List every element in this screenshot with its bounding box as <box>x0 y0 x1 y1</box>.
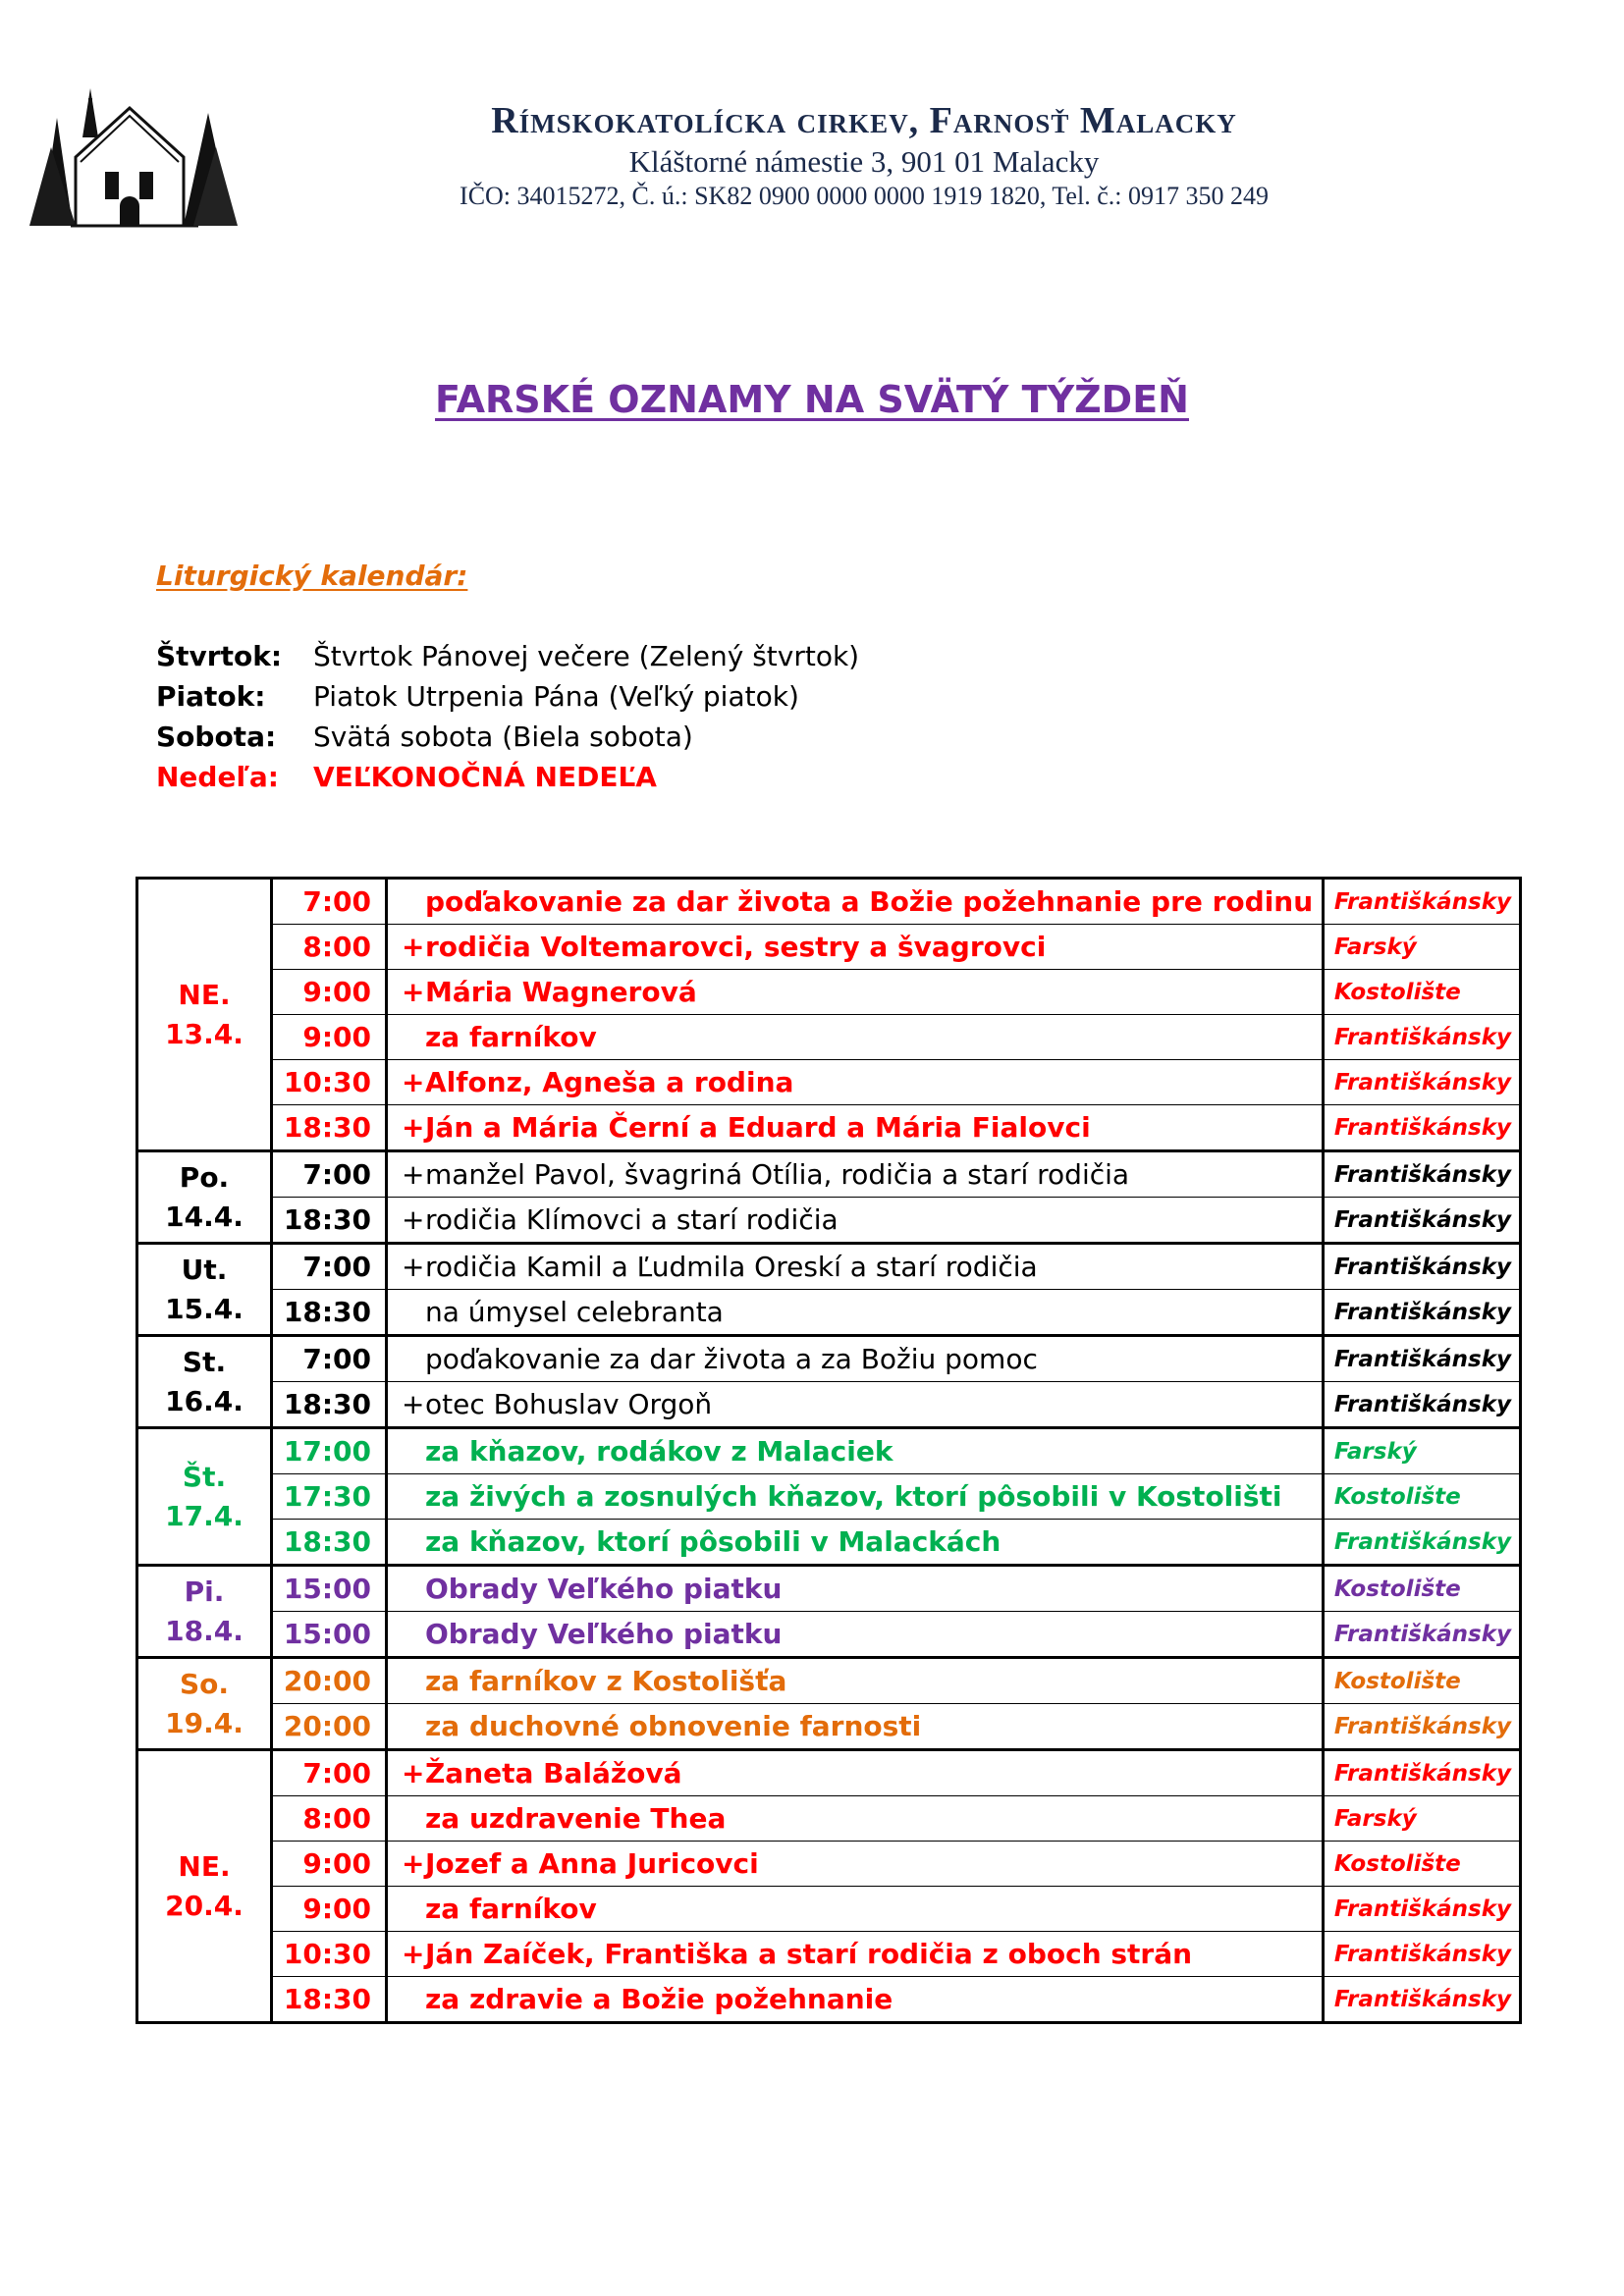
church-location: Františkánsky <box>1323 1105 1520 1151</box>
day-abbrev: NE. <box>178 1849 231 1883</box>
intention-text: Obrady Veľkého piatku <box>425 1618 783 1650</box>
church-location: Františkánsky <box>1323 1704 1520 1750</box>
schedule-row <box>137 1932 1521 1977</box>
mass-time: 10:30 <box>272 1060 387 1105</box>
deceased-mark: + <box>402 1757 425 1789</box>
mass-time: 17:30 <box>272 1474 387 1520</box>
day-date: 19.4. <box>165 1706 244 1739</box>
deceased-mark: + <box>402 931 425 963</box>
day-abbrev: St. <box>182 1345 227 1378</box>
mass-time: 7:00 <box>272 1151 387 1198</box>
mass-intention <box>387 1842 1324 1887</box>
schedule-row <box>137 1887 1521 1932</box>
church-location: Kostolište <box>1323 1842 1520 1887</box>
mass-intention <box>387 1977 1324 2023</box>
church-location: Františkánsky <box>1323 1336 1520 1382</box>
intention-text: na úmysel celebranta <box>425 1296 724 1328</box>
intention-text: rodičia Voltemarovci, sestry a švagrovci <box>425 931 1047 963</box>
mass-intention <box>387 970 1324 1015</box>
church-location: Františkánsky <box>1323 1151 1520 1198</box>
church-location: Kostolište <box>1323 1658 1520 1704</box>
mass-time: 17:00 <box>272 1428 387 1474</box>
intention-text: za farníkov <box>425 1021 597 1053</box>
schedule-row <box>137 1977 1521 2023</box>
mass-intention <box>387 1244 1324 1290</box>
schedule-row <box>137 1704 1521 1750</box>
mass-time: 9:00 <box>272 1015 387 1060</box>
calendar-day: Piatok: <box>156 680 266 713</box>
mass-intention <box>387 1290 1324 1336</box>
day-abbrev: So. <box>179 1667 230 1700</box>
mass-intention <box>387 1520 1324 1566</box>
schedule-row <box>137 1382 1521 1428</box>
mass-time: 9:00 <box>272 970 387 1015</box>
schedule-row <box>137 1198 1521 1244</box>
church-location: Farský <box>1323 925 1520 970</box>
mass-time: 15:00 <box>272 1566 387 1612</box>
mass-intention <box>387 1658 1324 1704</box>
church-location: Františkánsky <box>1323 1290 1520 1336</box>
calendar-feast: VEĽKONOČNÁ NEDEĽA <box>313 761 657 793</box>
church-location: Farský <box>1323 1428 1520 1474</box>
schedule-row <box>137 1015 1521 1060</box>
church-location: Kostolište <box>1323 1474 1520 1520</box>
parish-identifiers: IČO: 34015272, Č. ú.: SK82 0900 0000 0000 1919 1820, Tel. č.: 0917 350 249 <box>460 182 1269 210</box>
church-location: Františkánsky <box>1323 1887 1520 1932</box>
parish-address: Kláštorné námestie 3, 901 01 Malacky <box>628 144 1100 179</box>
day-cell <box>137 1428 272 1566</box>
intention-text: za uzdravenie Thea <box>425 1802 727 1835</box>
calendar-feast: Štvrtok Pánovej večere (Zelený štvrtok) <box>313 640 860 672</box>
intention-text: Mária Wagnerová <box>425 976 697 1008</box>
church-location: Františkánsky <box>1323 879 1520 925</box>
intention-text: za kňazov, ktorí pôsobili v Malackách <box>425 1525 1001 1558</box>
schedule-row <box>137 879 1521 925</box>
intention-text: Jozef a Anna Juricovci <box>425 1847 759 1880</box>
calendar-day: Nedeľa: <box>156 761 279 793</box>
intention-text: manžel Pavol, švagriná Otília, rodičia a starí rodičia <box>425 1158 1130 1191</box>
deceased-mark: + <box>402 1158 425 1191</box>
day-abbrev: Pi. <box>184 1575 225 1608</box>
church-location: Kostolište <box>1323 970 1520 1015</box>
mass-intention <box>387 1474 1324 1520</box>
day-cell <box>137 1244 272 1336</box>
church-logo-icon <box>22 79 238 236</box>
day-date: 17.4. <box>165 1499 244 1532</box>
mass-time: 18:30 <box>272 1977 387 2023</box>
schedule-row <box>137 1105 1521 1151</box>
day-cell <box>137 1750 272 2023</box>
schedule-row <box>137 1750 1521 1796</box>
mass-intention <box>387 1336 1324 1382</box>
mass-intention <box>387 1382 1324 1428</box>
calendar-heading: Liturgický kalendár: <box>156 560 468 592</box>
mass-time: 20:00 <box>272 1658 387 1704</box>
schedule-row <box>137 1290 1521 1336</box>
intention-text: rodičia Klímovci a starí rodičia <box>425 1203 839 1236</box>
mass-intention <box>387 1105 1324 1151</box>
schedule-row <box>137 1428 1521 1474</box>
calendar-item <box>156 676 859 717</box>
calendar-day: Sobota: <box>156 721 277 753</box>
mass-time: 18:30 <box>272 1105 387 1151</box>
schedule-row <box>137 1566 1521 1612</box>
church-location: Františkánsky <box>1323 1520 1520 1566</box>
intention-text: za zdravie a Božie požehnanie <box>425 1983 893 2015</box>
schedule-row <box>137 925 1521 970</box>
mass-time: 18:30 <box>272 1382 387 1428</box>
intention-text: za duchovné obnovenie farnosti <box>425 1710 922 1742</box>
calendar-day: Štvrtok: <box>156 640 283 672</box>
mass-time: 7:00 <box>272 1244 387 1290</box>
schedule-row <box>137 1244 1521 1290</box>
mass-intention <box>387 1151 1324 1198</box>
day-date: 13.4. <box>165 1017 244 1050</box>
church-location: Františkánsky <box>1323 1244 1520 1290</box>
intention-text: otec Bohuslav Orgoň <box>425 1388 713 1420</box>
schedule-row <box>137 1842 1521 1887</box>
mass-intention <box>387 1015 1324 1060</box>
mass-time: 10:30 <box>272 1932 387 1977</box>
schedule-row <box>137 1336 1521 1382</box>
day-date: 15.4. <box>165 1292 244 1325</box>
intention-text: Ján a Mária Černí a Eduard a Mária Fialovci <box>425 1111 1091 1144</box>
mass-intention <box>387 1887 1324 1932</box>
day-date: 18.4. <box>165 1614 244 1647</box>
mass-intention <box>387 1612 1324 1658</box>
mass-time: 18:30 <box>272 1290 387 1336</box>
day-abbrev: NE. <box>178 978 231 1011</box>
church-location: Františkánsky <box>1323 1977 1520 2023</box>
schedule-row <box>137 970 1521 1015</box>
calendar-item <box>156 757 859 797</box>
deceased-mark: + <box>402 1111 425 1144</box>
day-abbrev: Po. <box>179 1160 230 1194</box>
day-date: 20.4. <box>165 1889 244 1922</box>
deceased-mark: + <box>402 1938 425 1970</box>
calendar-feast: Svätá sobota (Biela sobota) <box>313 721 693 753</box>
church-location: Kostolište <box>1323 1566 1520 1612</box>
calendar-item <box>156 717 859 757</box>
intention-text: za kňazov, rodákov z Malaciek <box>425 1435 893 1468</box>
mass-time: 20:00 <box>272 1704 387 1750</box>
deceased-mark: + <box>402 1203 425 1236</box>
church-location: Františkánsky <box>1323 1060 1520 1105</box>
schedule-row <box>137 1796 1521 1842</box>
mass-time: 18:30 <box>272 1520 387 1566</box>
mass-time: 18:30 <box>272 1198 387 1244</box>
intention-text: rodičia Kamil a Ľudmila Oreskí a starí rodičia <box>425 1251 1038 1283</box>
intention-text: poďakovanie za dar života a Božie požehnanie pre rodinu <box>425 885 1314 918</box>
day-abbrev: Ut. <box>181 1253 228 1286</box>
day-abbrev: Št. <box>182 1460 227 1493</box>
church-location: Františkánsky <box>1323 1382 1520 1428</box>
mass-time: 7:00 <box>272 1750 387 1796</box>
mass-intention <box>387 1428 1324 1474</box>
deceased-mark: + <box>402 976 425 1008</box>
intention-text: za farníkov <box>425 1893 597 1925</box>
calendar-feast: Piatok Utrpenia Pána (Veľký piatok) <box>313 680 799 713</box>
mass-schedule-table <box>135 877 1522 2024</box>
intention-text: Obrady Veľkého piatku <box>425 1573 783 1605</box>
church-location: Františkánsky <box>1323 1198 1520 1244</box>
letterhead <box>295 98 1434 212</box>
parish-name: Rímskokatolícka cirkev, Farnosť Malacky <box>491 100 1237 141</box>
church-location: Farský <box>1323 1796 1520 1842</box>
church-location: Františkánsky <box>1323 1750 1520 1796</box>
page-title: FARSKÉ OZNAMY NA SVÄTÝ TÝŽDEŇ <box>435 378 1189 421</box>
day-cell <box>137 1566 272 1658</box>
mass-intention <box>387 1704 1324 1750</box>
mass-intention <box>387 1932 1324 1977</box>
mass-intention <box>387 1796 1324 1842</box>
mass-time: 9:00 <box>272 1842 387 1887</box>
mass-intention <box>387 879 1324 925</box>
deceased-mark: + <box>402 1388 425 1420</box>
deceased-mark: + <box>402 1847 425 1880</box>
intention-text: Ján Zaíček, Františka a starí rodičia z oboch strán <box>425 1938 1193 1970</box>
church-location: Františkánsky <box>1323 1932 1520 1977</box>
day-cell <box>137 879 272 1151</box>
mass-intention <box>387 1750 1324 1796</box>
mass-intention <box>387 1566 1324 1612</box>
deceased-mark: + <box>402 1251 425 1283</box>
mass-time: 7:00 <box>272 1336 387 1382</box>
mass-intention <box>387 1198 1324 1244</box>
deceased-mark: + <box>402 1066 425 1098</box>
mass-time: 8:00 <box>272 925 387 970</box>
mass-time: 15:00 <box>272 1612 387 1658</box>
intention-text: poďakovanie za dar života a za Božiu pomoc <box>425 1343 1038 1375</box>
schedule-row <box>137 1520 1521 1566</box>
calendar-list <box>156 636 859 797</box>
mass-intention <box>387 1060 1324 1105</box>
schedule-row <box>137 1151 1521 1198</box>
intention-text: za farníkov z Kostolišťa <box>425 1665 787 1697</box>
day-cell <box>137 1658 272 1750</box>
intention-text: za živých a zosnulých kňazov, ktorí pôsobili v Kostolišti <box>425 1480 1282 1513</box>
schedule-row <box>137 1612 1521 1658</box>
day-date: 16.4. <box>165 1384 244 1417</box>
day-date: 14.4. <box>165 1200 244 1233</box>
church-location: Františkánsky <box>1323 1015 1520 1060</box>
intention-text: Žaneta Balážová <box>425 1757 682 1789</box>
schedule-row <box>137 1474 1521 1520</box>
mass-time: 7:00 <box>272 879 387 925</box>
day-cell <box>137 1151 272 1244</box>
calendar-item <box>156 636 859 676</box>
mass-time: 9:00 <box>272 1887 387 1932</box>
mass-intention <box>387 925 1324 970</box>
intention-text: Alfonz, Agneša a rodina <box>425 1066 794 1098</box>
day-cell <box>137 1336 272 1428</box>
church-location: Františkánsky <box>1323 1612 1520 1658</box>
mass-time: 8:00 <box>272 1796 387 1842</box>
schedule-row <box>137 1060 1521 1105</box>
schedule-row <box>137 1658 1521 1704</box>
